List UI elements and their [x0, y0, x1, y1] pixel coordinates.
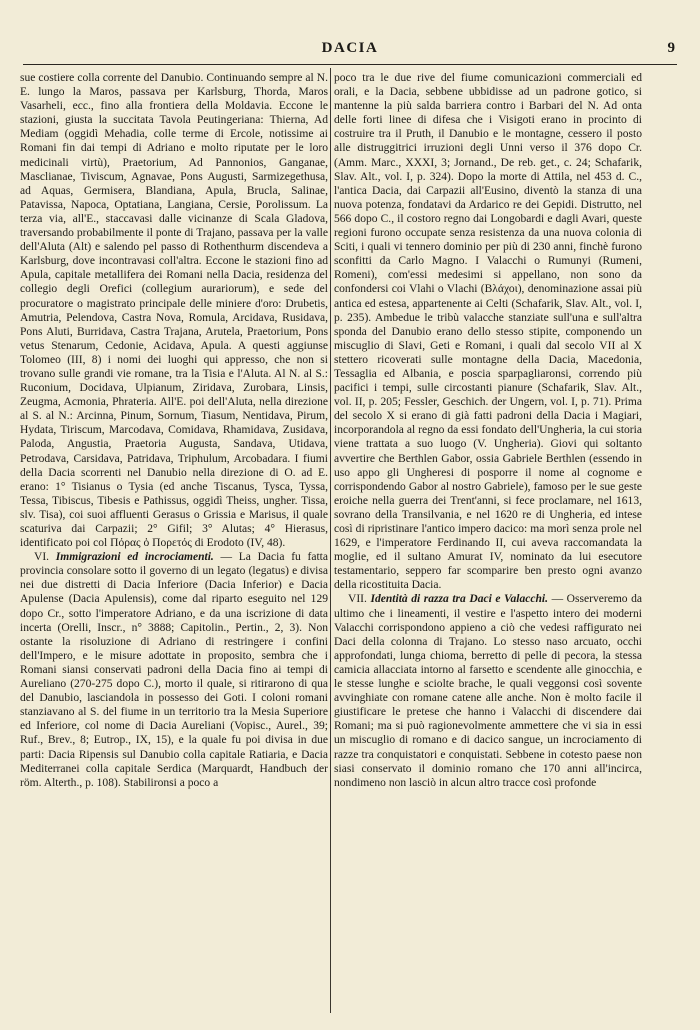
- section-vii-number: VII.: [348, 593, 367, 606]
- section-vi-heading: Immigrazioni ed incrociamenti.: [55, 551, 214, 564]
- left-paragraph: sue costiere colla corrente del Danubio. Continuando sempre al N. E. lungo la Maros, passava per Karlsburg, Thorda, Maros Vasarheli, ecc., fino alla frontiera della Moldavia. Eccone le stazioni, giusta la succitata Tavola Peutingeriana: Thierna, Ad Mediam (oggidì Mehadia, colle terme di Ercole, notissime ai Romani fin dai tempi di Adriano e molto riputate per le loro medicinali virtù), Praetorium, Ad Pannonios, Ganganae, Masclianae, Tiviscum, Agnavae, Pons Augusti, Sarmizegethusa, ad Aquas, Germisera, Blandiana, Apula, Brucla, Salinae, Patavissa, Napoca, Optatiana, Langiana, Cersie, Porolissum. La terza via, all'E., staccavasi dalle vicinanze di Scala Gladova, traversando probabilmente il ponte di Trajano, passava per la valle dell'Aluta (Alt) e salendo pel passo di Rothenthurm discendeva a Karlsburg, dove incontravasi coll'altra. Eccone le stazioni fino ad Apula, capitale metallifera dei Romani nella Dacia, residenza del collegio degli Orefici (collegium aurariorum), e sede del procuratore o magistrato principale delle miniere d'oro: Drubetis, Amutria, Pelendova, Castra Nova, Romula, Arcidava, Rusidava, Pons Aluti, Burridava, Castra Trajana, Arutela, Praetorium, Pons vetus Stenarum, Cedonie, Acidava, Apula. A questi aggiunse Tolomeo (III, 8) i nomi dei luoghi qui appresso, che non si trovano sulle grandi vie romane, tra la Tisia e l'Aluta. Al N. al S.: Ruconium, Docidava, Ulpianum, Ziridava, Zurobara, Linsis, Zeugma, Acmonia, Phrateria. All'E. poi dell'Aluta, nella direzione al S. al N.: Arcinna, Pinum, Sornum, Tiasum, Nentidava, Pirum, Hydata, Tiriscum, Marcodava, Comidava, Rhamidava, Zusidava, Paloda, Angustia, Praetoria Augusta, Sandava, Utidava, Petrodava, Carsidava, Patridava, Triphulum, Arcobadara. I fiumi della Dacia scorrenti nel Danubio nella direzione di O. ad E. erano: 1° Tisianus o Tysia (ed anche Tiscanus, Tysca, Tyssa, Tessa, Tibiscus, Tibesis e Pathissus, oggidì Theiss, ungher. Tissa, slv. Tisa), coi suoi affluenti Gerasus o Grissia e Marisus, il quale scaturiva dai Carpazii; 2° Gifil; 3° Alutas; 4° Hierasus, identificato poi col Πόρας ὁ Πορετός di Erodoto (IV, 48).: [20, 72, 328, 550]
- right-column: [334, 71, 642, 1016]
- running-title: DACIA: [321, 40, 379, 56]
- section-vi-number: VI.: [34, 551, 50, 564]
- section-vii: [334, 592, 642, 789]
- section-vii-heading: Identità di razza tra Daci e Valacchi.: [370, 593, 548, 606]
- section-vi: [20, 550, 328, 790]
- page-number: 9: [667, 40, 675, 56]
- section-vi-body: — La Dacia fu fatta provincia consolare sotto il governo di un legato (legatus) e divisa nei due distretti di Dacia Inferiore (Dacia Inferior) e Dacia Apulense (Dacia Apulensis), come dal riparto eseguito nel 129 dopo Cr., sotto l'imperatore Adriano, e da una iscrizione di data incerta (Orelli, Inscr., n° 3888; Capitolin., Pertin., 2, 3). Non ostante la risoluzione di Adriano di restringere i confini dell'Impero, e le misure adottate in proposito, sembra che i Romani siansi conservati padroni della Dacia fino ai tempi di Aureliano (270-275 dopo C.), morto il quale, si ritirarono di qua del Danubio, lasciandola in possesso dei Goti. I coloni romani stanziavano al S. del fiume in un territorio tra la Mesia Superiore ed Inferiore, col nome di Dacia Aureliani (Vopisc., Aurel., 39; Ruf., Brev., 8; Eutrop., IX, 15), e la quale fu poi divisa in due parti: Dacia Ripensis sul Danubio colla capitale Ratiaria, e Dacia Mediterranei colla capitale Serdica (Marquardt, Handbuch der röm. Alterth., p. 108). Stabilironsi a poco a: [20, 551, 328, 789]
- left-column: [20, 71, 328, 1016]
- section-vii-body: — Osserveremo da ultimo che i lineamenti, il vestire e l'aspetto intero dei moderni Valacchi corrispondono appieno a ciò che vedesi raffigurato nei Daci della colonna di Trajano. Lo stesso naso arcuato, occhi approfondati, lunga chioma, berretto di pelle di pecora, la stessa camicia allacciata intorno al farsetto e scendente alle ginocchia, e le stesse lunghe e sciolte brache, le quali veggonsi così sovente avvinghiate con romane catene alle anche. Non è molto facile il giustificare le pretese che hanno i Valacchi di discendere dai Romani; ma si può ragionevolmente ammettere che vi sia in essi un miscuglio di romano e di dacico sangue, un incrociamento di razze tra conquistatori e conquistati. Sebbene in cotesto paese non siasi conservato il dominio romano che 170 anni all'incirca, nondimeno non lasciò in alcun altro tracce così profonde: [334, 593, 642, 789]
- column-divider: [330, 68, 331, 1013]
- header-rule: [23, 64, 677, 65]
- right-paragraph: poco tra le due rive del fiume comunicazioni commerciali ed orali, e la Dacia, sebbene ubbidisse ad un padrone gotico, si mantenne la più salda barriera contro i Barbari del N. Ad onta delle forti linee di difesa che i Visigoti erano in procinto di costruire tra il Pruth, il Danubio e le montagne, cessero il posto alle distruggitrici irruzioni degli Unni verso il 376 dopo Cr. (Amm. Marc., XXXI, 3; Jornand., De reb. get., c. 24; Schafarik, Slav. Alt., vol. I, p. 324). Dopo la morte di Attila, nel 453 d. C., l'antica Dacia, dai Carpazii all'Eusino, diventò la stanza di una nuova potenza, fondatavi da Ardarico re dei Gepidi. Distrutto, nel 566 dopo C., il costoro regno dai Longobardi e dagli Avari, queste regioni furono occupate senza resistenza da una nuova colonia di Sciti, i quali vi tennero dominio per più di 230 anni, finchè furono sconfitti da Carlo Magno. I Valacchi o Rumunyi (Rumeni, Romeni), com'essi medesimi si appellano, non sono da confondersi coi Vlahi o Vlachi (Βλάχοι), denominazione assai più antica ed estesa, appartenente ai Celti (Schafarik, Slav. Alt., vol. I, p. 235). Ambedue le tribù valacche stanziate sull'una e sull'altra sponda del Danubio erano dello stesso stipite, componendo un miscuglio di Slavi, Geti e Romani, i quali dal secolo VII al X stettero ricoverati sulle montagne della Dacia, Macedonia, Tessaglia ed Albania, e poscia sparpagliaronsi, correndo più pacifici i tempi, sulle circostanti pianure (Schafarik, Slav. Alt., vol. II, p. 205; Fessler, Geschich. der Ungern, vol. I, p. 71). Prima del secolo X si erano di già fatti padroni della Dacia i Magiari, incorporandola al regno da essi fondato dell'Ungheria, la cui storia viene trattata a suo luogo (V. Ungheria). Giovi qui soltanto avvertire che Berthlen Gabor, ossia Gabriele Berthlen (essendo in uso appo gli Ungheresi di posporre il nome al cognome e corrispondendo Gabor al nostro Gabriele), famoso per le sue geste eroiche nella guerra dei Trent'anni, si fece proclamare, nel 1613, sovrano della Transilvania, e nel 1620 re di Ungheria, ed intese così di ripristinare l'antico impero dacico: ma morì senza prole nel 1629, e l'imperatore Ferdinando II, cui aveva raccomandata la moglie, ed il sultano Amurat IV, nominato da lui esecutore testamentario, seppero far scomparire ben presto ogni avanzo della ricostituita Dacia.: [334, 72, 642, 592]
- running-header: [23, 40, 677, 60]
